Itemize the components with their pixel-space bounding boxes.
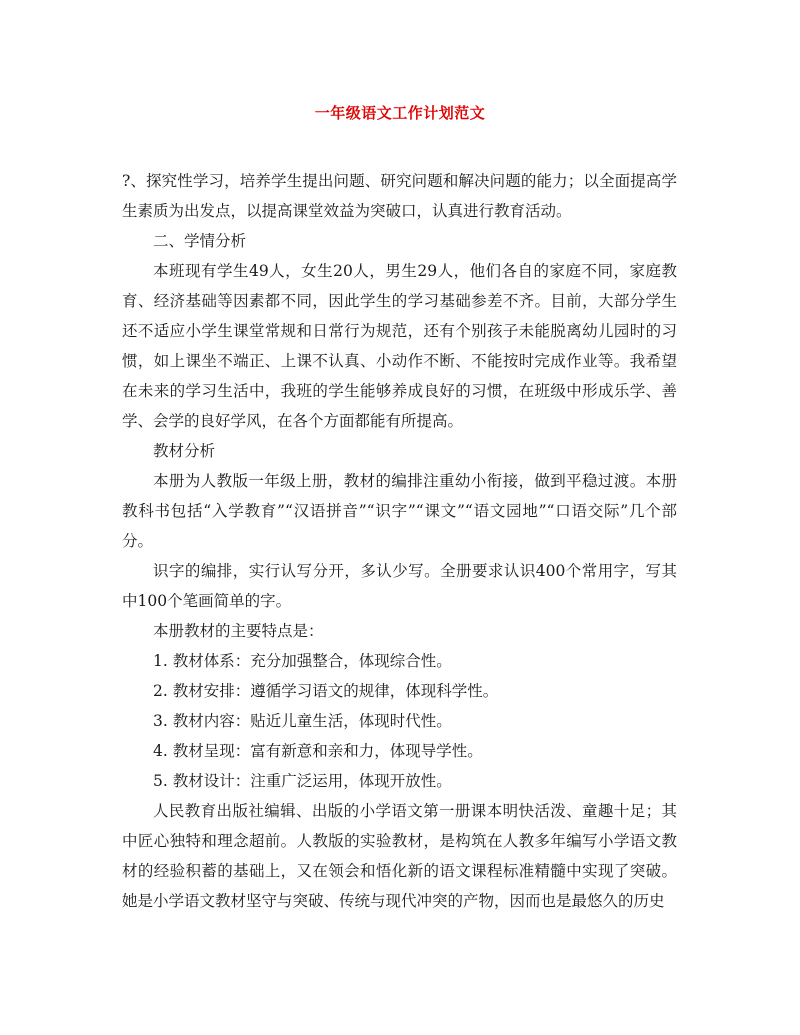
list-item-feature-3: 3. 教材内容：贴近儿童生活，体现时代性。 — [153, 712, 452, 730]
list-item-feature-2: 2. 教材安排：遵循学习语文的规律，体现科学性。 — [153, 682, 499, 700]
paragraph-publisher-textbook: 人民教育出版社编辑、出版的小学语文第一册课本明快活泼、童趣十足；其中匠心独特和理念超前。人教版的实验教材，是构筑在人教多年编写小学语文教材的经验积蓄的基础上，又在领会和悟化新的语文课程标准精髓中实现了突破。她是小学语文教材坚守与突破、传统与现代冲突的产物，因而也是最悠久的历史 — [122, 802, 677, 910]
list-item-feature-4: 4. 教材呈现：富有新意和亲和力，体现导学性。 — [153, 742, 483, 760]
paragraph-inquiry-learning: ?、探究性学习，培养学生提出问题、研究问题和解决问题的能力；以全面提高学生素质为出发点，以提高课堂效益为突破口，认真进行教育活动。 — [122, 172, 677, 220]
list-item-feature-1: 1. 教材体系：充分加强整合，体现综合性。 — [153, 652, 452, 670]
paragraph-class-situation: 本班现有学生49人，女生20人，男生29人，他们各自的家庭不同，家庭教育、经济基础等因素都不同，因此学生的学习基础参差不齐。目前，大部分学生还不适应小学生课堂常规和日常行为规范，还有个别孩子未能脱离幼儿园时的习惯，如上课坐不端正、上课不认真、小动作不断、不能按时完成作业等。我希望在未来的学习生活中，我班的学生能够养成良好的习惯，在班级中形成乐学、善学、会学的良好学风，在各个方面都能有所提高。 — [122, 262, 677, 430]
document-body — [122, 166, 677, 916]
document-title: 一年级语文工作计划范文 — [314, 104, 486, 122]
list-item-feature-5: 5. 教材设计：注重广泛运用，体现开放性。 — [153, 772, 452, 790]
section-heading-textbook-analysis: 教材分析 — [153, 442, 216, 460]
paragraph-features-intro: 本册教材的主要特点是： — [153, 622, 324, 640]
paragraph-literacy-arrangement: 识字的编排，实行认写分开，多认少写。全册要求认识400个常用字，写其中100个笔画简单的字。 — [122, 562, 677, 610]
paragraph-textbook-overview: 本册为人教版一年级上册，教材的编排注重幼小衔接，做到平稳过渡。本册教科书包括“入学教育”“汉语拼音”“识字”“课文”“语文园地”“口语交际”几个部分。 — [122, 472, 677, 550]
section-heading-student-analysis: 二、学情分析 — [153, 232, 247, 250]
